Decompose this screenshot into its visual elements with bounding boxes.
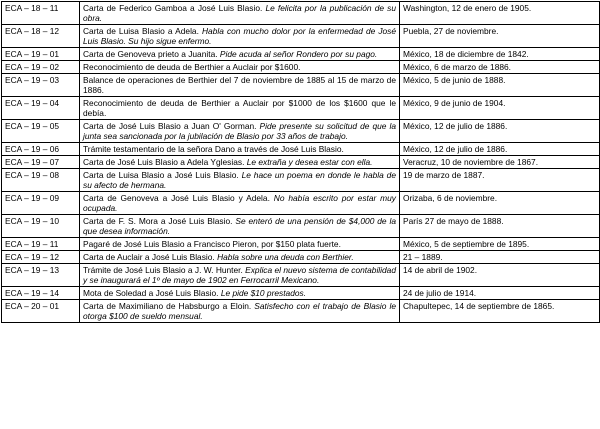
record-code-text: ECA – 19 – 06	[5, 144, 60, 154]
record-code	[2, 264, 80, 287]
record-code	[2, 120, 80, 143]
record-description-text: Carta de Luisa Blasio a José Luis Blasio.	[83, 170, 239, 180]
record-note-text: Pide acuda al señor Rondero por su pago.	[219, 49, 378, 59]
record-description	[80, 264, 400, 287]
record-place-date-text: París 27 de mayo de 1888.	[403, 216, 504, 226]
record-place-date-text: 21 – 1889.	[403, 252, 443, 262]
record-place-date-text: México, 5 de septiembre de 1895.	[403, 239, 530, 249]
record-place-date	[400, 61, 600, 74]
record-place-date	[400, 25, 600, 48]
record-description-text: Trámite testamentario de la señora Dano a través de José Luis Blasio.	[83, 144, 344, 154]
table-row	[2, 192, 600, 215]
record-place-date	[400, 192, 600, 215]
record-code	[2, 300, 80, 323]
table-row	[2, 143, 600, 156]
record-description	[80, 287, 400, 300]
record-note-text: Explica el nuevo sistema de contabilidad y se inaugurará el 1º de mayo de 1902 en Ferrocarril Mexicano.	[83, 265, 397, 285]
table-row	[2, 215, 600, 238]
record-description	[80, 120, 400, 143]
record-place-date	[400, 2, 600, 25]
record-place-date-text: 24 de julio de 1914.	[403, 288, 477, 298]
record-place-date	[400, 264, 600, 287]
record-place-date-text: México, 12 de julio de 1886.	[403, 144, 508, 154]
record-place-date-text: Puebla, 27 de noviembre.	[403, 26, 499, 36]
record-code-text: ECA – 18 – 12	[5, 26, 60, 36]
record-code	[2, 97, 80, 120]
record-description-text: Carta de Genoveva prieto a Juanita.	[83, 49, 218, 59]
record-place-date-text: México, 18 de diciembre de 1842.	[403, 49, 529, 59]
table-row	[2, 287, 600, 300]
record-place-date	[400, 300, 600, 323]
record-place-date	[400, 215, 600, 238]
record-code-text: ECA – 19 – 02	[5, 62, 60, 72]
record-description-text: Reconocimiento de deuda de Berthier a Auclair por $1600.	[83, 62, 301, 72]
record-note-text: No había escrito por estar muy ocupada.	[83, 193, 396, 213]
record-note-text: Le extraña y desea estar con ella.	[246, 157, 373, 167]
record-code	[2, 61, 80, 74]
record-description	[80, 300, 400, 323]
record-note-text: Le hace un poema en donde le habla de su afecto de hermana.	[83, 170, 396, 190]
record-note-text: Habla con mucho dolor por la enfermedad de José Luis Blasio. Su hijo sigue enfermo.	[83, 26, 397, 46]
record-place-date	[400, 169, 600, 192]
record-description	[80, 74, 400, 97]
table-row	[2, 169, 600, 192]
record-code	[2, 238, 80, 251]
record-code-text: ECA – 19 – 07	[5, 157, 60, 167]
record-place-date-text: Veracruz, 10 de noviembre de 1867.	[403, 157, 539, 167]
record-place-date	[400, 97, 600, 120]
record-note-text: Le pide $10 prestados.	[220, 288, 307, 298]
record-code	[2, 143, 80, 156]
record-description	[80, 215, 400, 238]
record-code	[2, 215, 80, 238]
record-place-date-text: México, 5 de junio de 1888.	[403, 75, 506, 85]
record-description-text: Carta de Maximiliano de Habsburgo a Eloin.	[83, 301, 252, 311]
record-code	[2, 48, 80, 61]
record-description-text: Carta de F. S. Mora a José Luis Blasio.	[83, 216, 233, 226]
record-description-text: Mota de Soledad a José Luis Blasio.	[83, 288, 219, 298]
record-code-text: ECA – 19 – 14	[5, 288, 60, 298]
record-description	[80, 251, 400, 264]
record-description	[80, 192, 400, 215]
table-row	[2, 97, 600, 120]
table-row	[2, 156, 600, 169]
record-description-text: Pagaré de José Luis Blasio a Francisco Pieron, por $150 plata fuerte.	[83, 239, 341, 249]
record-place-date	[400, 48, 600, 61]
record-code-text: ECA – 20 – 01	[5, 301, 60, 311]
record-note-text: Se enteró de una pensión de $4,000 de la que desea información.	[83, 216, 397, 236]
record-description-text: Carta de José Luis Blasio a Juan O' Gorman.	[83, 121, 257, 131]
record-place-date	[400, 238, 600, 251]
record-description-text: Carta de José Luis Blasio a Adela Yglesias.	[83, 157, 245, 167]
record-code-text: ECA – 19 – 09	[5, 193, 60, 203]
record-code-text: ECA – 19 – 03	[5, 75, 60, 85]
record-description	[80, 48, 400, 61]
record-code-text: ECA – 18 – 11	[5, 3, 59, 13]
record-description	[80, 61, 400, 74]
record-description-text: Balance de operaciones de Berthier del 7 de noviembre de 1885 al 15 de marzo de 1886.	[83, 75, 396, 95]
record-description-text: Carta de Genoveva a José Luis Blasio y Adela.	[83, 193, 270, 203]
record-description	[80, 169, 400, 192]
record-place-date	[400, 74, 600, 97]
record-code-text: ECA – 19 – 11	[5, 239, 59, 249]
record-description	[80, 2, 400, 25]
table-row	[2, 2, 600, 25]
record-description-text: Carta de Luisa Blasio a Adela.	[83, 26, 199, 36]
table-row	[2, 238, 600, 251]
record-code-text: ECA – 19 – 05	[5, 121, 60, 131]
table-row	[2, 48, 600, 61]
record-note-text: Habla sobre una deuda con Berthier.	[217, 252, 354, 262]
table-row	[2, 120, 600, 143]
table-row	[2, 251, 600, 264]
record-note-text: Satisfecho con el trabajo de Blasio le otorga $100 de sueldo mensual.	[83, 301, 397, 321]
record-description-text: Carta de Federico Gamboa a José Luis Blasio.	[83, 3, 263, 13]
record-code	[2, 251, 80, 264]
record-place-date-text: México, 12 de julio de 1886.	[403, 121, 508, 131]
table-row	[2, 61, 600, 74]
record-description	[80, 97, 400, 120]
record-place-date-text: Washington, 12 de enero de 1905.	[403, 3, 532, 13]
table-row	[2, 300, 600, 323]
record-place-date	[400, 251, 600, 264]
record-place-date	[400, 287, 600, 300]
record-code	[2, 192, 80, 215]
record-code-text: ECA – 19 – 13	[5, 265, 60, 275]
records-table-body	[2, 2, 600, 323]
record-place-date	[400, 143, 600, 156]
table-row	[2, 264, 600, 287]
record-code-text: ECA – 19 – 08	[5, 170, 60, 180]
record-note-text: Pide presente su solicitud de que la junta sea sancionada por la jubilación de Blasio por 33 años de trabajo.	[83, 121, 396, 141]
record-description	[80, 143, 400, 156]
record-code	[2, 2, 80, 25]
record-code-text: ECA – 19 – 04	[5, 98, 60, 108]
record-place-date-text: Orizaba, 6 de noviembre.	[403, 193, 498, 203]
records-table	[1, 1, 600, 323]
record-place-date-text: 14 de abril de 1902.	[403, 265, 478, 275]
record-description-text: Trámite de José Luis Blasio a J. W. Hunter.	[83, 265, 243, 275]
record-code	[2, 169, 80, 192]
record-note-text: Le felicita por la publicación de su obra.	[83, 3, 397, 23]
record-place-date-text: México, 9 de junio de 1904.	[403, 98, 506, 108]
record-description	[80, 25, 400, 48]
record-place-date-text: Chapultepec, 14 de septiembre de 1865.	[403, 301, 555, 311]
record-code-text: ECA – 19 – 01	[5, 49, 60, 59]
record-place-date	[400, 120, 600, 143]
record-code	[2, 25, 80, 48]
record-code-text: ECA – 19 – 10	[5, 216, 60, 226]
record-description-text: Reconocimiento de deuda de Berthier a Auclair por $1000 de los $1600 que le debía.	[83, 98, 396, 118]
record-code-text: ECA – 19 – 12	[5, 252, 60, 262]
table-row	[2, 25, 600, 48]
record-code	[2, 156, 80, 169]
record-description-text: Carta de Auclair a José Luis Blasio.	[83, 252, 215, 262]
record-place-date-text: 19 de marzo de 1887.	[403, 170, 485, 180]
record-code	[2, 287, 80, 300]
record-place-date	[400, 156, 600, 169]
record-description	[80, 156, 400, 169]
table-row	[2, 74, 600, 97]
record-description	[80, 238, 400, 251]
record-place-date-text: México, 6 de marzo de 1886.	[403, 62, 512, 72]
record-code	[2, 74, 80, 97]
